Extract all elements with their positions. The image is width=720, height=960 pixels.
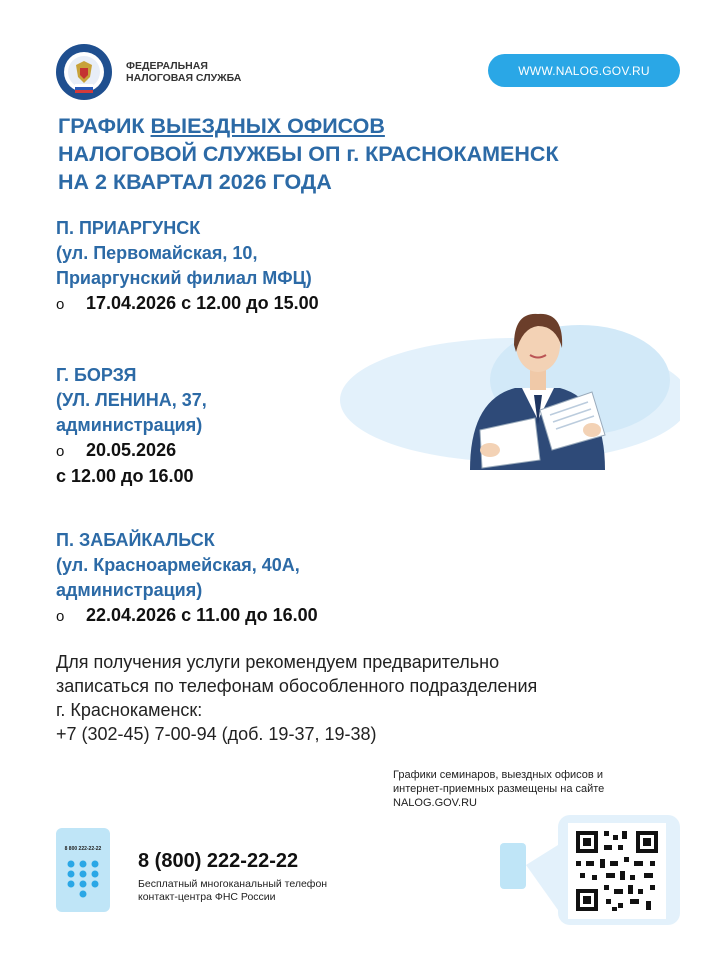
bullet-marker: o bbox=[56, 443, 65, 460]
title-line2: НАЛОГОВОЙ СЛУЖБЫ ОП г. КРАСНОКАМЕНСК bbox=[58, 142, 559, 166]
office-location-line: Г. БОРЗЯ bbox=[56, 365, 137, 385]
office-time-text: с 12.00 до 16.00 bbox=[56, 466, 194, 486]
note-line: записаться по телефонам обособленного подразделения bbox=[56, 676, 538, 696]
small-note-line: интернет-приемных размещены на сайте bbox=[393, 783, 605, 795]
bullet-marker: o bbox=[56, 296, 65, 313]
registration-note bbox=[56, 650, 656, 746]
note-line: Для получения услуги рекомендуем предварительно bbox=[56, 652, 500, 672]
office-location-line: (ул. Первомайская, 10, bbox=[56, 243, 258, 263]
officer-illustration bbox=[330, 300, 680, 480]
office-location-line: П. ПРИАРГУНСК bbox=[56, 218, 201, 238]
office-location-line: Приаргунский филиал МФЦ) bbox=[56, 268, 312, 288]
org-name bbox=[126, 60, 241, 84]
website-button[interactable]: WWW.NALOG.GOV.RU bbox=[488, 54, 680, 87]
fns-emblem-logo bbox=[55, 43, 113, 101]
title-line3: НА 2 КВАРТАЛ 2026 ГОДА bbox=[58, 170, 332, 194]
hotline-number: 8 (800) 222-22-22 bbox=[138, 850, 299, 872]
office-location-line: администрация) bbox=[56, 580, 203, 600]
phone-card-number: 8 800 222-22-22 bbox=[64, 846, 102, 852]
office-date bbox=[56, 438, 207, 464]
office-location-line: администрация) bbox=[56, 415, 203, 435]
office-date bbox=[56, 291, 319, 317]
office-location-line: (УЛ. ЛЕНИНА, 37, bbox=[56, 390, 207, 410]
org-name-line1: ФЕДЕРАЛЬНАЯ bbox=[126, 60, 208, 72]
page-title bbox=[58, 112, 559, 196]
office-block-priargunsk bbox=[56, 216, 319, 317]
org-name-line2: НАЛОГОВАЯ СЛУЖБА bbox=[126, 72, 242, 84]
note-phone: +7 (302-45) 7-00-94 (доб. 19-37, 19-38) bbox=[56, 724, 377, 744]
qr-code-panel bbox=[500, 815, 683, 925]
hotline-description bbox=[138, 878, 327, 904]
office-block-zabaikalsk bbox=[56, 528, 318, 629]
schedule-site-note bbox=[393, 768, 673, 810]
title-underlined: ВЫЕЗДНЫХ ОФИСОВ bbox=[150, 114, 385, 138]
office-block-borzya bbox=[56, 363, 207, 489]
note-line: г. Краснокаменск: bbox=[56, 700, 203, 720]
phone-icon bbox=[56, 828, 110, 912]
office-location-line: (ул. Красноармейская, 40А, bbox=[56, 555, 300, 575]
small-note-line: Графики семинаров, выездных офисов и bbox=[393, 769, 603, 781]
office-date-text: 22.04.2026 с 11.00 до 16.00 bbox=[86, 605, 318, 625]
office-date bbox=[56, 603, 318, 629]
small-note-line: NALOG.GOV.RU bbox=[393, 797, 477, 809]
office-location-line: П. ЗАБАЙКАЛЬСК bbox=[56, 530, 215, 550]
bullet-marker: o bbox=[56, 608, 65, 625]
office-date-text: 17.04.2026 с 12.00 до 15.00 bbox=[86, 293, 319, 313]
office-date-text: 20.05.2026 bbox=[86, 440, 177, 460]
hotline-sub-line: контакт-центра ФНС России bbox=[138, 891, 276, 903]
hotline-sub-line: Бесплатный многоканальный телефон bbox=[138, 878, 328, 890]
title-prefix: ГРАФИК bbox=[58, 114, 151, 138]
